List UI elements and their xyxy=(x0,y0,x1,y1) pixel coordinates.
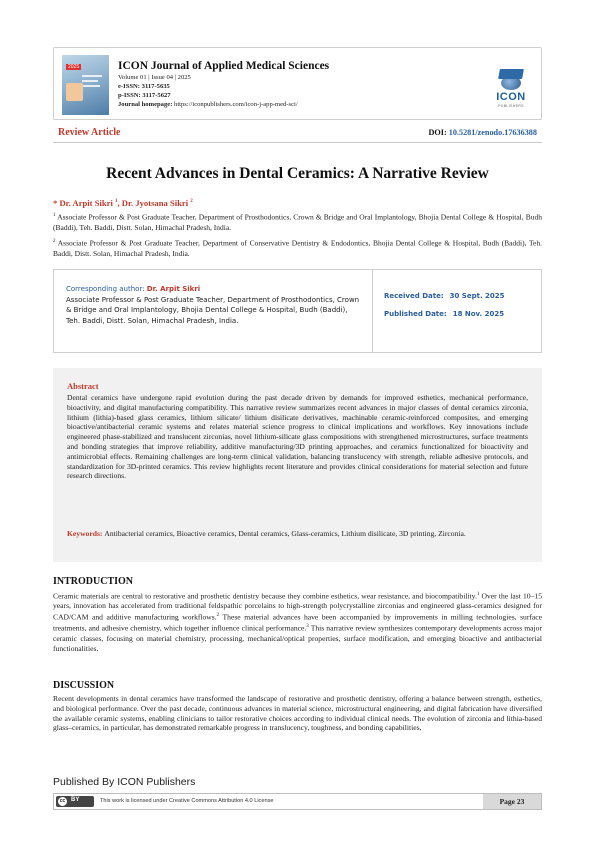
abstract-text: Dental ceramics have undergone rapid evolution during the past decade driven by demands for improved esthetics, mechanical performance, bioactivity, and digital manufacturing compatibility. This narrative review summarizes recent advances in major classes of dental ceramics zirconia, lithium (lithia)-based glass ceramics, lithium silicate/ lithium disilicate derivatives, machinable ceramic-reinforced composites, and emerging bioactive/antibacterial ceramic systems and relates material science progress to clinical implications and workflows. Key innovations include engineered phase-stabilized and translucent zirconias, novel lithium-silicate glass compositions with strengthened microstructures, surface treatments and bonding strategies that improve reliability, additive manufacturing/3D printing approaches, and ceramics functionalized for bioactivity and antimicrobial effects. Remaining challenges are long-term clinical validation, balancing translucency with strength, reliable adhesive protocols, and standardization for 3D-printed ceramics. This review highlights recent literature and provides clinical considerations for material selection and future research directions. xyxy=(67,393,528,481)
page-number: Page 23 xyxy=(483,794,541,809)
divider xyxy=(53,142,542,143)
eissn-value: 3117-5635 xyxy=(141,83,170,90)
cc-by-icon: BY xyxy=(71,797,80,803)
homepage-label: Journal homepage: xyxy=(118,101,175,108)
article-info-box xyxy=(53,269,542,353)
graduation-cap-icon xyxy=(498,69,524,79)
cover-line xyxy=(82,80,98,82)
journal-info xyxy=(118,59,329,109)
intro-part-1: Ceramic materials are central to restorative and prosthetic dentistry because they combine esthetics, wear resistance, and biocompatibility. xyxy=(53,591,477,601)
intro-part-3: These material advances have been accompanied by improvements in milling technologies, surface treatments, and adhesive chemistry, which together influence clinical performance. xyxy=(53,612,543,633)
icon-publishers-logo xyxy=(491,66,531,112)
doi xyxy=(429,128,538,137)
license-text: This work is licensed under Creative Commons Attribution 4.0 License xyxy=(100,798,274,804)
abstract-heading: Abstract xyxy=(67,381,99,391)
authors xyxy=(53,198,193,208)
logo-word: ICON xyxy=(496,91,526,103)
published-value: 18 Nov. 2025 xyxy=(452,310,505,318)
discussion-text: Recent developments in dental ceramics have transformed the landscape of restorative and prosthetic dentistry, offering a balance between strength, esthetics, and biological performance. Over the past decade, continuous advances in material science, microstructural engineering, and digital fabrication have diversified the available ceramic systems, enabling clinicians to tailor restorative choices according to individual clinical needs. The evolution of zirconia and lithia-based glass–ceramics, in particular, has demonstrated remarkable progress in translucency, toughness, and bonding capabilities, xyxy=(53,694,542,733)
cover-year: 2025 xyxy=(68,64,80,70)
corresponding-author-label: Corresponding author: xyxy=(66,285,147,293)
author-1-sup: 1 xyxy=(115,199,118,205)
author-sep: , xyxy=(117,198,122,208)
corresponding-author-name: Dr. Arpit Sikri xyxy=(146,285,201,293)
keywords-label: Keywords: xyxy=(67,529,105,538)
author-2: Dr. Jyotsana Sikri xyxy=(121,198,191,208)
author-1: * Dr. Arpit Sikri xyxy=(53,198,115,208)
logo-subtitle: PUBLISHERS xyxy=(498,104,524,108)
affiliation-text: Associate Professor & Post Graduate Teacher, Department of Prosthodontics, Crown & Bridge and Oral Implantology, Bhojia Dental College & Hospital, Budh (Baddi), Teh. Baddi, Distt. Solan, Himachal Pradesh, India. xyxy=(53,212,542,232)
affiliation-2 xyxy=(53,237,542,259)
intro-part-2: Over the last 10–15 years, innovation has accelerated from traditional feldspathic porcelains to high-strength polycrystalline zirconias and engineered glass-ceramics designed for CAD/CAM and additive manufacturing workflows. xyxy=(53,591,542,622)
corresponding-author-address: Associate Professor & Post Graduate Teacher, Department of Prosthodontics, Crown & Bridge and Oral Implantology, Bhojia Dental College & Hospital, Budh (Baddi), Teh. Baddi, Distt. Solan, Himachal Pradesh, India. xyxy=(66,295,360,325)
received-label: Received Date: xyxy=(384,292,444,300)
cover-line xyxy=(82,85,100,87)
corresponding-author-line xyxy=(66,284,360,295)
creative-commons-badge[interactable] xyxy=(56,796,94,807)
author-2-sup: 2 xyxy=(190,199,193,205)
discussion-heading: DISCUSSION xyxy=(53,680,115,691)
doi-label: DOI: xyxy=(428,128,449,137)
doi-link[interactable]: 10.5281/zenodo.17636388 xyxy=(448,128,537,137)
homepage-link[interactable]: https://iconpublishers.com/icon-j-app-med-sci/ xyxy=(174,101,298,108)
affiliation-1 xyxy=(53,211,542,233)
eissn-line xyxy=(118,82,329,91)
pissn-line xyxy=(118,91,329,100)
citation-3: 3 xyxy=(306,624,309,630)
journal-title: ICON Journal of Applied Medical Sciences xyxy=(118,60,330,72)
volume-line: Volume 01 | Issue 04 | 2025 xyxy=(118,74,191,81)
journal-header xyxy=(53,47,542,120)
publisher-line: Published By ICON Publishers xyxy=(53,776,196,788)
introduction-text xyxy=(53,590,542,653)
corresponding-author xyxy=(66,284,360,326)
affiliation-sup: 1 xyxy=(53,213,56,218)
cover-line xyxy=(82,75,102,77)
abstract-box xyxy=(53,368,542,562)
journal-cover-image xyxy=(62,55,109,115)
article-title: Recent Advances in Dental Ceramics: A Narrative Review xyxy=(106,165,489,182)
citation-2: 2 xyxy=(216,613,220,619)
received-value: 30 Sept. 2025 xyxy=(449,292,505,300)
info-divider xyxy=(372,270,373,352)
cc-icon: cc xyxy=(57,796,68,807)
affiliation-text: Associate Professor & Post Graduate Teacher, Department of Conservative Dentistry & Endodontics, Bhojia Dental College & Hospital, Budh (Baddi), Teh. Baddi, Distt. Solan, Himachal Pradesh, India. xyxy=(53,238,542,258)
published-date xyxy=(384,305,505,323)
pissn-label: p-ISSN: xyxy=(118,92,143,99)
received-date xyxy=(384,287,505,305)
cover-illustration xyxy=(66,83,83,101)
footer-bar xyxy=(53,793,542,810)
eissn-label: e-ISSN: xyxy=(118,83,142,90)
citation-1: 1 xyxy=(476,592,480,597)
affiliation-sup: 2 xyxy=(53,239,56,244)
published-label: Published Date: xyxy=(384,310,447,318)
article-dates xyxy=(384,287,505,323)
pissn-value: 3117-5627 xyxy=(142,92,171,99)
homepage-line xyxy=(118,100,329,109)
keywords-text: Antibacterial ceramics, Bioactive ceramics, Dental ceramics, Glass-ceramics, Lithium disilicate, 3D printing, Zirconia. xyxy=(104,529,466,538)
introduction-heading: INTRODUCTION xyxy=(53,576,134,587)
intro-part-4: This narrative review synthesizes contemporary developments across major ceramic classes, focusing on material chemistry, processing, mechanical/optical properties, surface modification, and emerging bioactive and antibacterial functionalities. xyxy=(53,623,542,653)
article-type: Review Article xyxy=(58,127,121,138)
keywords xyxy=(67,529,528,539)
